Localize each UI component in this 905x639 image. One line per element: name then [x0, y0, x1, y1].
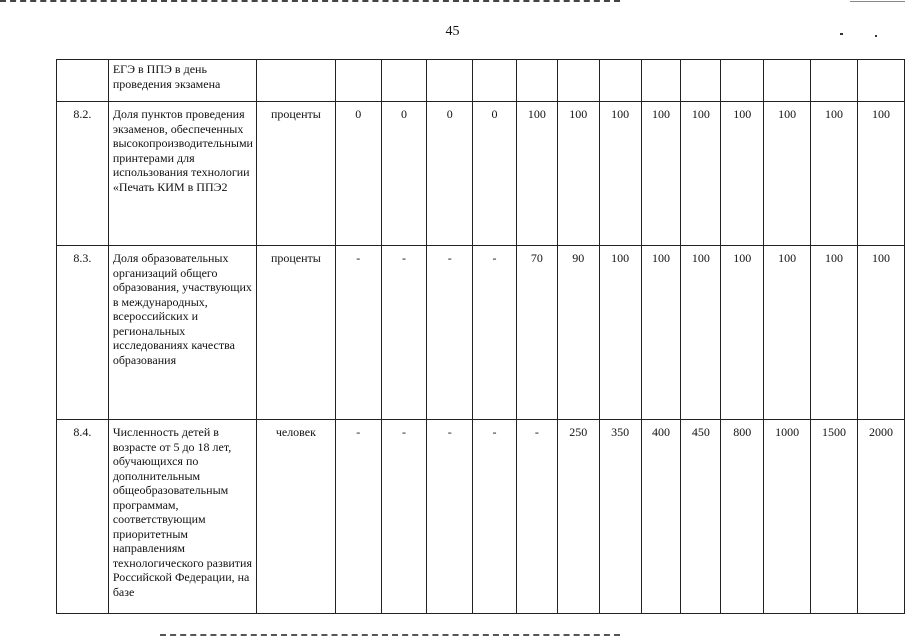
- table-row: [57, 246, 905, 420]
- value-cell: 450: [681, 420, 721, 614]
- page-number: 45: [445, 24, 460, 39]
- value-cell: -: [427, 246, 473, 420]
- value-cell: 400: [641, 420, 681, 614]
- value-cell: 100: [811, 102, 858, 246]
- value-cell: 70: [516, 246, 557, 420]
- unit-cell: проценты: [256, 246, 335, 420]
- value-cell: 0: [381, 102, 427, 246]
- value-cell: [473, 60, 517, 102]
- value-cell: 250: [557, 420, 599, 614]
- table-row: [57, 60, 905, 102]
- value-cell: [641, 60, 681, 102]
- value-cell: 100: [681, 102, 721, 246]
- row-index-cell: 8.4.: [57, 420, 109, 614]
- value-cell: [721, 60, 764, 102]
- scan-speck: [840, 33, 843, 35]
- value-cell: 100: [721, 246, 764, 420]
- value-cell: 100: [764, 102, 811, 246]
- value-cell: 90: [557, 246, 599, 420]
- value-cell: -: [381, 420, 427, 614]
- value-cell: [427, 60, 473, 102]
- unit-cell: человек: [256, 420, 335, 614]
- value-cell: 350: [599, 420, 641, 614]
- unit-cell: проценты: [256, 102, 335, 246]
- indicator-description-cell: Доля пунктов проведения экзаменов, обеспеченных высокопроизводительными принтерами для использования технологии «Печать КИМ в ППЭ2: [108, 102, 256, 246]
- value-cell: [599, 60, 641, 102]
- value-cell: 1000: [764, 420, 811, 614]
- value-cell: -: [335, 420, 381, 614]
- value-cell: 0: [427, 102, 473, 246]
- value-cell: -: [381, 246, 427, 420]
- value-cell: 100: [557, 102, 599, 246]
- row-index-cell: [57, 60, 109, 102]
- value-cell: [681, 60, 721, 102]
- value-cell: -: [335, 246, 381, 420]
- scan-top-rule-right: [850, 1, 905, 2]
- row-index-cell: 8.2.: [57, 102, 109, 246]
- value-cell: 100: [516, 102, 557, 246]
- value-cell: 2000: [857, 420, 904, 614]
- value-cell: 100: [641, 246, 681, 420]
- value-cell: [811, 60, 858, 102]
- value-cell: 1500: [811, 420, 858, 614]
- value-cell: 800: [721, 420, 764, 614]
- scan-speck: [875, 35, 877, 37]
- value-cell: 100: [599, 246, 641, 420]
- value-cell: 100: [764, 246, 811, 420]
- value-cell: [516, 60, 557, 102]
- row-index-cell: 8.3.: [57, 246, 109, 420]
- value-cell: 100: [857, 246, 904, 420]
- value-cell: 0: [473, 102, 517, 246]
- value-cell: 100: [599, 102, 641, 246]
- value-cell: 100: [857, 102, 904, 246]
- value-cell: 100: [811, 246, 858, 420]
- value-cell: [857, 60, 904, 102]
- value-cell: 0: [335, 102, 381, 246]
- unit-cell: [256, 60, 335, 102]
- value-cell: -: [427, 420, 473, 614]
- indicator-description-cell: ЕГЭ в ППЭ в день проведения экзамена: [108, 60, 256, 102]
- value-cell: [335, 60, 381, 102]
- value-cell: [381, 60, 427, 102]
- value-cell: 100: [681, 246, 721, 420]
- table-row: [57, 102, 905, 246]
- indicators-table: [56, 59, 905, 614]
- scan-bottom-rule: [160, 634, 620, 638]
- value-cell: -: [473, 246, 517, 420]
- value-cell: -: [473, 420, 517, 614]
- value-cell: 100: [721, 102, 764, 246]
- value-cell: [557, 60, 599, 102]
- scan-top-rule: [0, 0, 620, 4]
- value-cell: 100: [641, 102, 681, 246]
- indicator-description-cell: Доля образовательных организаций общего образования, участвующих в международных, всероссийских и региональных исследованиях качества образования: [108, 246, 256, 420]
- value-cell: [764, 60, 811, 102]
- value-cell: -: [516, 420, 557, 614]
- table-row: [57, 420, 905, 614]
- indicator-description-cell: Численность детей в возрасте от 5 до 18 лет, обучающихся по дополнительным общеобразовательным программам, соответствующим приоритетным направлениям технологического развития Российской Федерации, на базе: [108, 420, 256, 614]
